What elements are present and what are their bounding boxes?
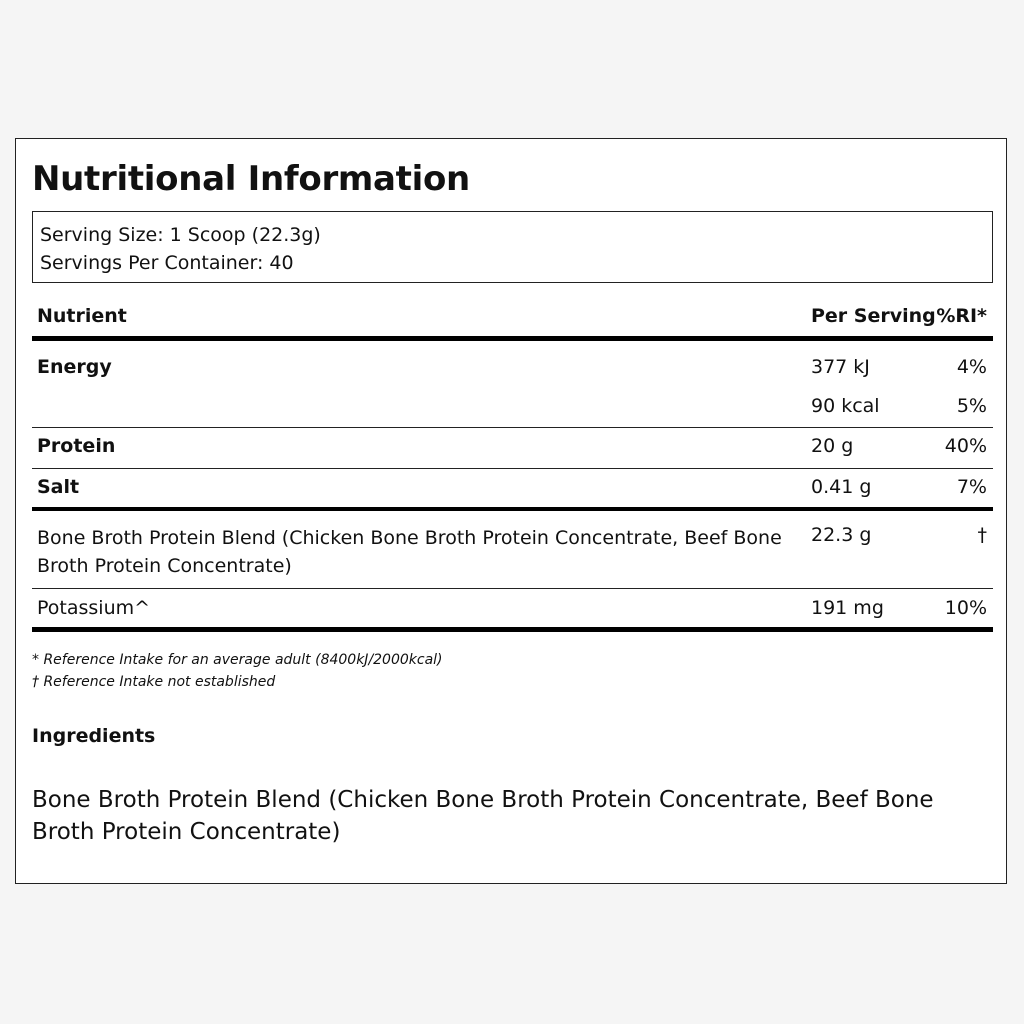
- table-row-salt: [32, 469, 993, 511]
- energy-kj-value: 377 kJ: [811, 356, 870, 378]
- energy-kj-ri: 4%: [956, 356, 987, 378]
- potassium-ri: 10%: [944, 597, 987, 619]
- energy-kcal-ri: 5%: [956, 395, 987, 417]
- footnote-dagger: † Reference Intake not established: [32, 674, 276, 690]
- nutrient-name-blend: Bone Broth Protein Blend (Chicken Bone Broth Protein Concentrate, Beef Bone Broth Protein Concentrate): [37, 527, 782, 577]
- energy-kcal-value: 90 kcal: [811, 395, 880, 417]
- page-title: Nutritional Information: [32, 159, 470, 199]
- blend-ri: †: [977, 524, 987, 546]
- table-row-blend: [32, 511, 993, 589]
- table-row-energy: [32, 341, 993, 428]
- ingredients-heading: Ingredients: [32, 725, 156, 747]
- blend-value: 22.3 g: [811, 524, 872, 546]
- table-header-row: [32, 299, 993, 341]
- nutrient-name-salt: Salt: [37, 476, 80, 498]
- nutrition-panel: [15, 138, 1007, 884]
- footnote-ri: * Reference Intake for an average adult (8400kJ/2000kcal): [32, 652, 443, 668]
- serving-info-box: [32, 211, 993, 283]
- header-nutrient: Nutrient: [37, 305, 127, 327]
- table-row-potassium: [32, 589, 993, 632]
- nutrient-name-protein: Protein: [37, 435, 116, 457]
- nutrient-name-potassium: Potassium^: [37, 597, 151, 619]
- salt-value: 0.41 g: [811, 476, 872, 498]
- ingredients-text: Bone Broth Protein Blend (Chicken Bone Broth Protein Concentrate, Beef Bone Broth Protein Concentrate): [32, 787, 934, 845]
- servings-per-container: Servings Per Container: 40: [40, 252, 294, 274]
- header-per-serving: Per Serving: [811, 305, 936, 327]
- protein-ri: 40%: [944, 435, 987, 457]
- protein-value: 20 g: [811, 435, 854, 457]
- nutrition-table: [32, 299, 993, 632]
- nutrient-name-energy: Energy: [37, 356, 112, 378]
- header-ri: %RI*: [936, 305, 987, 327]
- serving-size: Serving Size: 1 Scoop (22.3g): [40, 224, 321, 246]
- potassium-value: 191 mg: [811, 597, 884, 619]
- salt-ri: 7%: [956, 476, 987, 498]
- table-row-protein: [32, 428, 993, 469]
- footnotes: [32, 649, 443, 693]
